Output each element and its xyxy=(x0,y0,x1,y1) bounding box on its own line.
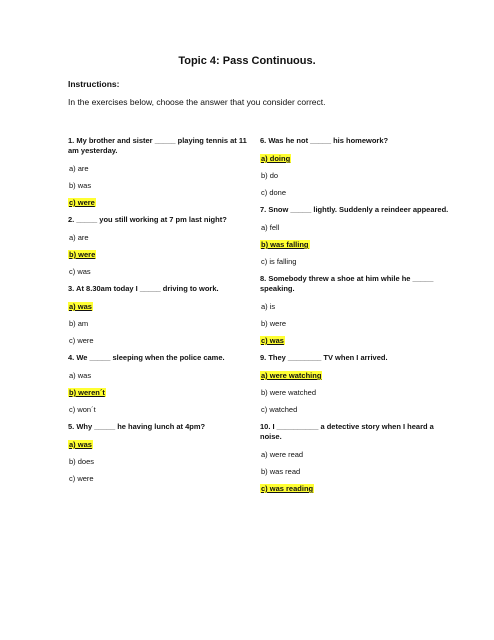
questions-column-right xyxy=(260,136,450,501)
question-text: 10. I __________ a detective story when I heard a noise. xyxy=(260,422,434,441)
answer-option[interactable]: a) were read xyxy=(261,450,304,459)
answer-option[interactable]: b) was xyxy=(69,181,92,190)
question-text: 1. My brother and sister _____ playing tennis at 11 am yesterday. xyxy=(68,136,247,155)
answer-option[interactable]: a) are xyxy=(69,164,89,173)
answer-option[interactable]: c) were xyxy=(69,474,94,483)
answer-option-correct[interactable]: a) was xyxy=(69,440,92,449)
answer-option[interactable]: c) done xyxy=(261,188,287,197)
question-9 xyxy=(260,353,450,414)
answer-option[interactable]: c) watched xyxy=(261,405,298,414)
answer-option[interactable]: c) won´t xyxy=(69,405,96,414)
answer-option[interactable]: b) were watched xyxy=(261,388,317,397)
question-text: 6. Was he not _____ his homework? xyxy=(260,136,389,145)
question-4 xyxy=(68,353,258,414)
answer-option[interactable]: c) is falling xyxy=(261,257,297,266)
answer-option[interactable]: c) was xyxy=(69,267,91,276)
page-title: Topic 4: Pass Continuous. xyxy=(178,55,316,67)
question-6 xyxy=(260,136,450,197)
answer-option-correct[interactable]: c) was xyxy=(261,336,284,345)
answer-option-correct[interactable]: c) was reading xyxy=(261,484,314,493)
question-2 xyxy=(68,215,258,276)
question-3 xyxy=(68,284,258,345)
answer-option-correct[interactable]: a) doing xyxy=(261,154,291,163)
answer-option[interactable]: b) does xyxy=(69,457,95,466)
instructions-text: In the exercises below, choose the answer that you consider correct. xyxy=(68,97,326,107)
answer-option[interactable]: c) were xyxy=(69,336,94,345)
question-1 xyxy=(68,136,258,207)
answer-option[interactable]: b) am xyxy=(69,319,89,328)
answer-option-correct[interactable]: b) weren´t xyxy=(69,388,105,397)
question-8 xyxy=(260,274,450,345)
answer-option-correct[interactable]: b) was falling xyxy=(261,240,309,249)
answer-option-correct[interactable]: c) were xyxy=(69,198,95,207)
question-5 xyxy=(68,422,258,483)
question-text: 9. They ________ TV when I arrived. xyxy=(260,353,388,362)
question-10 xyxy=(260,422,450,493)
answer-option[interactable]: b) were xyxy=(261,319,287,328)
instructions-heading: Instructions: xyxy=(68,79,120,89)
question-text: 3. At 8.30am today I _____ driving to work. xyxy=(68,284,219,293)
answer-option[interactable]: b) do xyxy=(261,171,279,180)
answer-option-correct[interactable]: b) were xyxy=(69,250,96,259)
answer-option[interactable]: b) was read xyxy=(261,467,301,476)
question-text: 5. Why _____ he having lunch at 4pm? xyxy=(68,422,206,431)
answer-option[interactable]: a) was xyxy=(69,371,92,380)
question-text: 7. Snow _____ lightly. Suddenly a reindeer appeared. xyxy=(260,205,449,214)
answer-option-correct[interactable]: a) was xyxy=(69,302,92,311)
question-text: 2. _____ you still working at 7 pm last night? xyxy=(68,215,227,224)
question-text: 4. We _____ sleeping when the police came. xyxy=(68,353,225,362)
question-text: 8. Somebody threw a shoe at him while he _____ speaking. xyxy=(260,274,434,293)
answer-option[interactable]: a) fell xyxy=(261,223,280,232)
question-7 xyxy=(260,205,450,266)
questions-column-left xyxy=(68,136,258,491)
answer-option[interactable]: a) are xyxy=(69,233,89,242)
answer-option[interactable]: a) is xyxy=(261,302,276,311)
answer-option-correct[interactable]: a) were watching xyxy=(261,371,322,380)
